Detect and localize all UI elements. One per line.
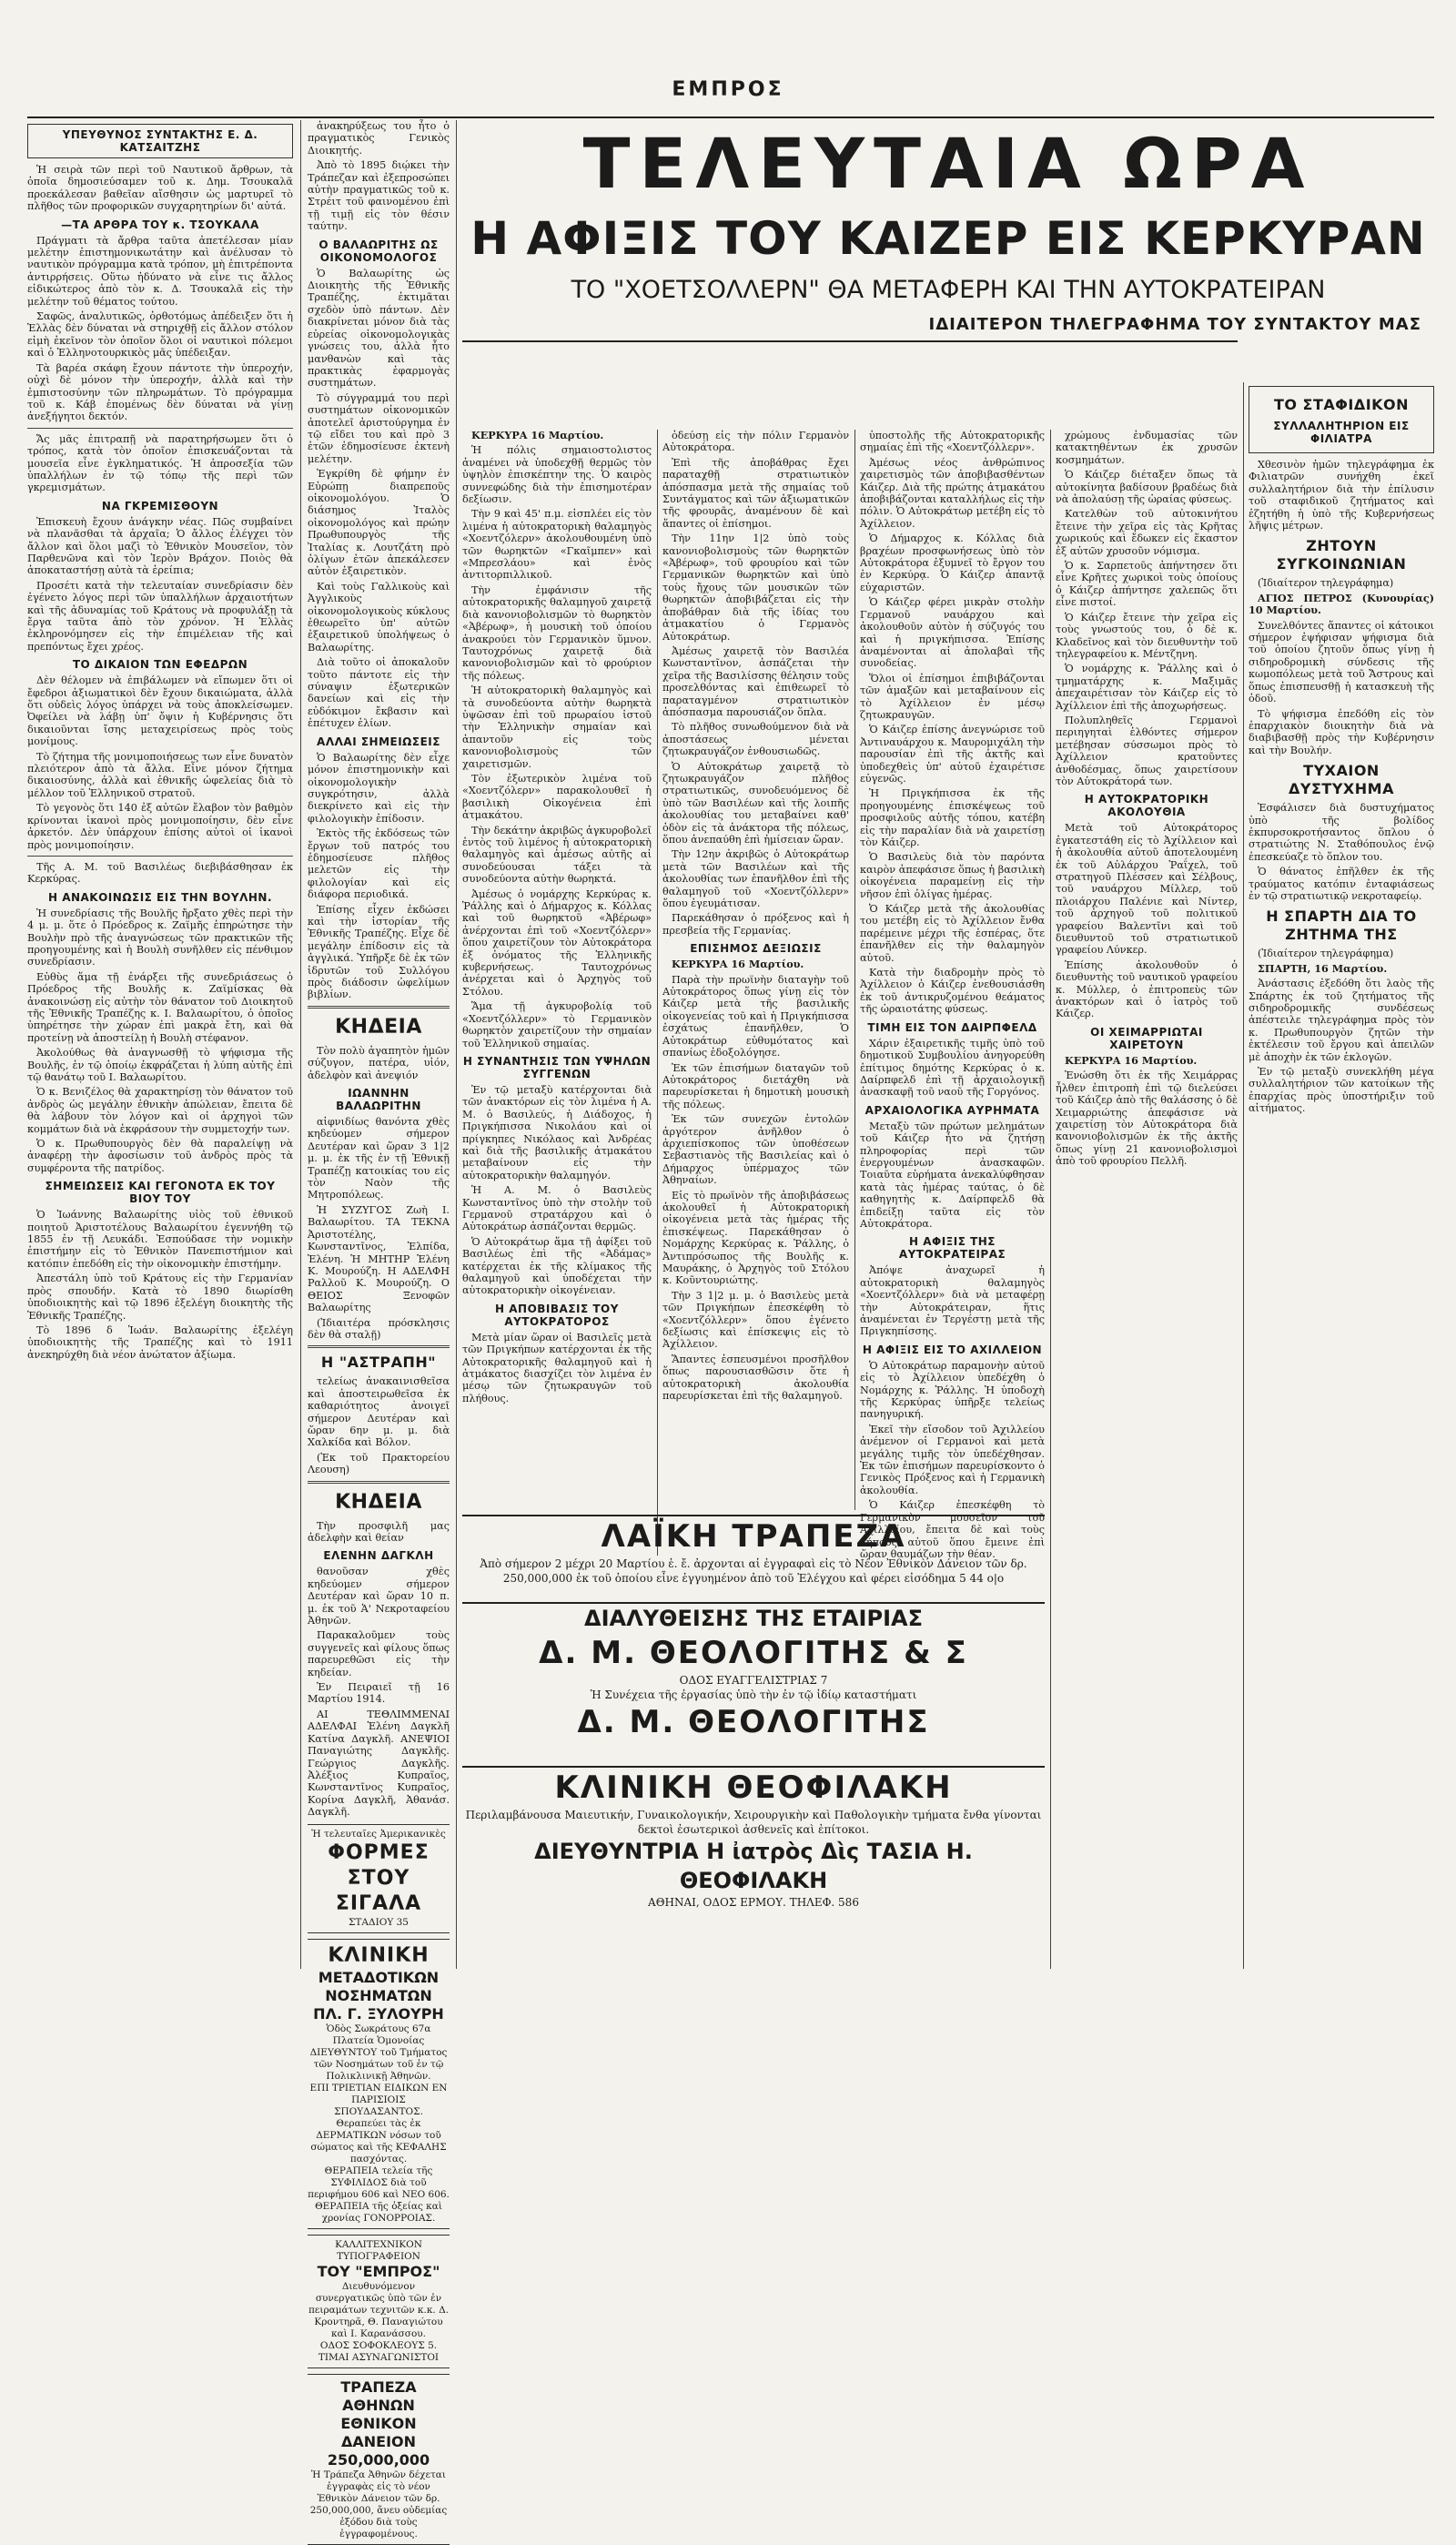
paragraph: Ἀμέσως νέος ἀνθρώπινος χαιρετισμὸς τῶν ἀποβιβασθέντων Κάιζερ. Διὰ τῆς πρώτης ἀτμακάτου ἀποβιβάζονται καταλλήλως εἰς τὴν πόλιν. Ὁ Αὐτοκράτωρ μετέβη εἰς τὸ Ἀχίλλειον. <box>860 456 1045 530</box>
paragraph: Τὸν ἐξωτερικὸν λιμένα τοῦ «Χοεντζόλερν» παρακολουθεῖ ἡ βασιλικὴ Οἰκογένεια ἐπὶ ἀτμακάτου. <box>462 772 652 822</box>
section-heading: ΣΗΜΕΙΩΣΕΙΣ ΚΑΙ ΓΕΓΟΝΟΤΑ ΕΚ ΤΟΥ ΒΙΟΥ ΤΟΥ <box>45 1180 276 1206</box>
paragraph: Παρακαλοῦμεν τοὺς συγγενεῖς καὶ φίλους ὅπως παρευρεθῶσι εἰς τὴν κηδείαν. <box>308 1629 450 1678</box>
paragraph: Ἐπὶ τῆς ἀποβάθρας ἔχει παραταχθῇ στρατιωτικὸν ἀπόσπασμα μετὰ τῆς σημαίας τοῦ Συντάγματος καὶ τῶν ἀξιωματικῶν τῆς φρουρᾶς, ἀναμένουν δὲ καὶ ἅπαντες οἱ ἐπίσημοι. <box>662 456 849 530</box>
paragraph: Ὁ Βαλαωρίτης ὡς Διοικητὴς τῆς Ἐθνικῆς Τραπέζης, ἐκτιμᾶται σχεδὸν ὑπὸ πάντων. Δὲν διακρίνεται μόνον διὰ τὰς εὐρείας οἰκονομολογικὰς γνώσεις του, ἀλλὰ ἦτο μανθανὼν καὶ τὰς πρακτικὰς ἐφαρμογὰς συστημάτων. <box>308 267 450 390</box>
ad-text: Ἡ τελευταῖες Ἀμερικανικὲς <box>311 1828 446 1840</box>
ad-subtitle: ΕΘΝΙΚΟΝ ΔΑΝΕΙΟΝ <box>340 2414 417 2450</box>
paragraph: Εὐθὺς ἅμα τῇ ἐνάρξει τῆς συνεδριάσεως ὁ Πρόεδρος τῆς Βουλῆς κ. Ζαϊμίσκας θὰ ἀνακοινώσῃ εἰς αὐτὴν τὸν θάνατον τοῦ Διοικητοῦ τῆς Ἐθνικῆς Τραπέζης κ. Ι. Βαλαωρίτου, ὁ ὁποῖος ὑπηρέτησε τὴν χώραν ἐπὶ μακρὰ ἔτη, καὶ θὰ προτείνῃ νὰ ἀποστείλῃ ἡ Βουλὴ στέφανον. <box>27 970 293 1044</box>
paragraph: Ἀκολούθως θὰ ἀναγνωσθῇ τὸ ψήφισμα τῆς Βουλῆς, ἐν τῷ ὁποίῳ ἐκφράζεται ἡ λύπη αὐτῆς ἐπὶ τῷ θανάτῳ τοῦ Ι. Βαλαωρίτου. <box>27 1047 293 1083</box>
section-heading: Η ΑΠΟΒΙΒΑΣΙΣ ΤΟΥ ΑΥΤΟΚΡΑΤΟΡΟΣ <box>495 1302 619 1328</box>
ad-subtitle: ΚΑΛΛΙΤΕΧΝΙΚΟΝ ΤΥΠΟΓΡΑΦΕΙΟΝ <box>335 2238 422 2262</box>
ad-title: ΔΙΑΛΥΘΕΙΣΗΣ ΤΗΣ ΕΤΑΙΡΙΑΣ <box>584 1606 923 1631</box>
paragraph: Ἐκεῖ τὴν εἴσοδον τοῦ Ἀχιλλείου ἀνέμενον οἱ Γερμανοὶ καὶ μετὰ μεγάλης τιμῆς τὸν ὑπεδέχθησαν. Ἐκ τῶν ἐπισήμων παρευρίσκοντο ὁ Γενικὸς Πρόξενος καὶ ἡ Γερμανικὴ ἀκολουθία. <box>860 1423 1045 1496</box>
paragraph: Ἡ ΣΥΖΥΓΟΣ Ζωὴ Ι. Βαλαωρίτου. ΤΑ ΤΕΚΝΑ Ἀριστοτέλης, Κωνσταντῖνος, Ἐλπίδα, Ἑλένη. Ἡ ΜΗΤΗΡ Ἑλένη Κ. Μουρούζη. Η ΑΔΕΛΦΗ Ραλλοῦ Κ. Μουρούζη. Ο ΘΕΙΟΣ Ξενοφῶν Βαλαωρίτης <box>308 1203 450 1314</box>
section-heading: Η ΣΥΝΑΝΤΗΣΙΣ ΤΩΝ ΥΨΗΛΩΝ ΣΥΓΓΕΝΩΝ <box>462 1054 652 1080</box>
paragraph: Πράγματι τὰ ἄρθρα ταῦτα ἀπετέλεσαν μίαν μελέτην ἐπιστημονικωτάτην καὶ ἀνέλυσαν τὸ ναυτικὸν πρόγραμμα κατὰ τρόπον, μὴ ἐπιτρέποντα ἀντιρρήσεις. Οὕτω ἠδύνατο νὰ εἶνε τις ἄλλος εἰδικώτερος ἀπὸ τὸν κ. Δ. Τσουκαλᾶ εἰς τὴν μελέτην τοῦ θέματος τούτου. <box>27 234 293 308</box>
dateline: ΚΕΡΚΥΡΑ 16 Μαρτίου. <box>672 958 804 971</box>
paragraph: Τὸ ζήτημα τῆς μονιμοποιήσεως των εἶνε δυνατὸν πλειότερον ἀπὸ τὰ ἄλλα. Εἶνε μόνον ζήτημα δικαιοσύνης, ἀλλὰ καὶ ἐθνικῆς ὠφελείας διὰ τὸ μέλλον τοῦ Ἑλληνικοῦ στρατοῦ. <box>27 750 293 799</box>
paragraph: Ἐκ τῶν ἐπισήμων διαταγῶν τοῦ Αὐτοκράτορος διετάχθη νὰ παρευρίσκεται ἡ δημοτικὴ μουσικὴ τῆς πόλεως. <box>662 1061 849 1110</box>
paragraph: Ἐπίσης ἀκολουθοῦν ὁ διευθυντὴς τοῦ ναυτικοῦ γραφείου κ. Μύλλερ, ὁ ἐπιτροπεὺς τῶν ἀνακτόρων καὶ ὁ ἰατρὸς τοῦ Κάιζερ. <box>1056 958 1238 1020</box>
paragraph: (Ἰδιαιτέρα πρόσκλησις δὲν θὰ σταλῇ) <box>308 1316 450 1341</box>
section-heading: Η ΑΝΑΚΟΙΝΩΣΙΣ ΕΙΣ ΤΗΝ ΒΟΥΛΗΝ. <box>47 890 273 904</box>
paragraph: Τὸ πλῆθος συνωθούμενον διὰ νὰ ἀποστάσεως μένεται ζητωκραυγάζον ἐνθουσιωδῶς. <box>662 721 849 758</box>
paragraph: Ἀνάστασις ἐξεδόθη ὅτι λαὸς τῆς Σπάρτης ἐκ τοῦ ζητήματος τῆς σιδηροδρομικῆς συνδέσεως ἀπέστειλε τηλεγράφημα πρὸς τὸν κ. Πρωθυπουργὸν ζητῶν τὴν ἐκτέλεσιν τοῦ ἔργου καὶ ἀπειλῶν μὲ ἀποχὴν ἐκ τῶν ἐκλογῶν. <box>1249 978 1434 1063</box>
deceased-name: ΙΩΑΝΝΗΝ ΒΑΛΑΩΡΙΤΗΝ <box>336 1087 421 1113</box>
paragraph: Τὴν προσφιλῆ μας ἀδελφὴν καὶ θείαν <box>308 1519 450 1544</box>
paragraph: Ὁ Αὐτοκράτωρ χαιρετᾷ τὸ ζητωκραυγάζον πλῆθος στρατιωτικῶς, συνοδευόμενος δὲ ὑπὸ τῶν Βασιλέων καὶ τῆς λοιπῆς ἀκολουθίας του μεταβαίνει καθ' ὁδὸν εἰς τὰ ἀνάκτορα τῆς πόλεως, ὅπου ἀνεπαύθη ἐπὶ ἡμίσειαν ὥραν. <box>662 760 849 846</box>
headline-title: ΤΕΛΕΥΤΑΙΑ ΩΡΑ <box>582 123 1314 204</box>
paragraph: Δὲν θέλομεν νὰ ἐπιβάλωμεν νὰ εἴπωμεν ὅτι οἱ ἔφεδροι ἀξιωματικοὶ δὲν ἔχουν δικαιώματα, ἀλλὰ ὅτι οὐδεὶς λόγος ὑπάρχει νὰ τοὺς ἀποκλείσωμεν. Ὀφείλει νὰ λάβῃ ὑπ' ὄψιν ἡ Κυβέρνησις ὅτι δικαιοῦνται ἴσης μεταχειρίσεως πρὸς τοὺς μονίμους. <box>27 674 293 748</box>
paragraph: Τὸ ψήφισμα ἐπεδόθη εἰς τὸν ἐπαρχιακὸν διοικητὴν διὰ νὰ διαβιβασθῇ πρὸς τὴν Κυβέρνησιν καὶ τὴν Βουλήν. <box>1249 707 1434 756</box>
deceased-name: ΕΛΕΝΗΝ ΔΑΓΚΛΗ <box>323 1549 434 1563</box>
dateline: ΣΠΑΡΤΗ, 16 Μαρτίου. <box>1258 961 1388 975</box>
paragraph: ὑποστολῆς τῆς Αὐτοκρατορικῆς σημαίας ἐπὶ τῆς «Χοεντζόλλερν». <box>860 430 1045 454</box>
ad-text: ΘΕΡΑΠΕΙΑ τελεία τῆς ΣΥΦΙΛΙΔΟΣ διὰ τοῦ περιφήμου 606 καὶ ΝΕΟ 606. ΘΕΡΑΠΕΙΑ τῆς ὀξείας καὶ χρονίας ΓΟΝΟΡΡΟΙΑΣ. <box>308 2165 450 2224</box>
ad-title: Δ. Μ. ΘΕΟΛΟΓΙΤΗΣ <box>577 1704 930 1740</box>
column-rule <box>1243 382 1244 1969</box>
paragraph: Ὁ Κάιζερ φέρει μικρὰν στολὴν Γερμανοῦ ναυάρχου καὶ ἀκολουθοῦν αὐτὸν ἡ σύζυγός του καὶ ἡ πριγκήπισσα. Ἐπίσης ἀναμένονται αἱ ἀπολαβαὶ τῆς συνοδείας. <box>860 596 1045 670</box>
ad-text: Ἡ Τράπεζα Ἀθηνῶν δέχεται ἐγγραφὰς εἰς τὸ νέον Ἐθνικὸν Δάνειον τῶν δρ. 250,000,000, ἄνευ οὐδεμίας ἐξόδου διὰ τοὺς ἐγγραφομένους. <box>309 2469 448 2540</box>
paragraph: Μετὰ μίαν ὥραν οἱ Βασιλεῖς μετὰ τῶν Πριγκήπων κατέρχονται ἐκ τῆς Αὐτοκρατορικῆς θαλαμηγοῦ καὶ ἡ ἀτμάκατος διασχίζει τὸν λιμένα ἐν μέσῳ τῶν ζητωκραυγῶν τοῦ πλήθους. <box>462 1331 652 1404</box>
paragraph: Τὸ σύγγραμμά του περὶ συστημάτων οἰκονομικῶν ἀποτελεῖ ἀριστούργημα ἐν τῷ εἴδει του καὶ πρὸ 3 ἐτῶν ἐδημοσίευσε ἐκτενὴ μελέτην. <box>308 391 450 465</box>
paragraph: Χθεσινὸν ἡμῶν τηλεγράφημα ἐκ Φιλιατρῶν συνήχθη ἐκεῖ συλλαλητήριον διὰ τὴν ἐπίλυσιν τοῦ σταφιδικοῦ ζητήματος καὶ ἐζητήθη ἡ ὑπὸ τῆς Κυβερνήσεως λῆψις μέτρων. <box>1249 459 1434 532</box>
paragraph: Ὁ κ. Πρωθυπουργὸς δὲν θὰ παραλείψῃ νὰ ἀναφέρῃ τὴν ἀφοσίωσιν τοῦ ἀνδρὸς πρὸς τὰ συμφέροντα τῆς πατρίδος. <box>27 1138 293 1174</box>
paragraph: Διὰ τοῦτο οἱ ἀποκαλοῦν τοῦτο πάντοτε εἰς τὴν σύναψιν ἐξωτερικῶν δανείων καὶ εἰς τὴν εὐδόκιμον ἔκβασιν καὶ ἐπέτυχεν ἐλίων. <box>308 656 450 730</box>
dateline: ΑΓΙΟΣ ΠΕΤΡΟΣ (Κυνουρίας) 10 Μαρτίου. <box>1249 591 1434 617</box>
ad-text: ΟΔΟΣ ΕΥΑΓΓΕΛΙΣΤΡΙΑΣ 7 <box>679 1674 828 1687</box>
section-heading: ΤΟ ΣΤΑΦΙΔΙΚΟΝ <box>1273 396 1410 413</box>
paragraph: (Ἐκ τοῦ Πρακτορείου Λεουση) <box>308 1451 450 1476</box>
paragraph: Ὁ θάνατος ἐπῆλθεν ἐκ τῆς τραύματος κατόπιν ἐνταφιάσεως ἐν τῷ στρατιωτικῷ νεκροταφείῳ. <box>1249 866 1434 902</box>
paragraph: Ἐπίσης εἶχεν ἐκδώσει καὶ τὴν ἱστορίαν τῆς Ἐθνικῆς Τραπέζης. Εἶχε δὲ μεγάλην ἐπίδοσιν εἰς τὰ ἀγγλικά. Ὑπῆρξε δὲ ἐκ τῶν ἱδρυτῶν τοῦ Συλλόγου πρὸς διάδοσιν ὠφελίμων βιβλίων. <box>308 903 450 1001</box>
ad-text: Περιλαμβάνουσα Μαιευτικήν, Γυναικολογικήν, Χειρουργικὴν καὶ Παθολογικὴν τμήματα ἔνθα γίνονται δεκτοὶ ἐσωτερικοὶ ἀσθενεῖς καὶ ἐπίτοκοι. <box>465 1809 1042 1836</box>
paragraph: Ἡ πόλις σημαιοστολιστος ἀναμένει νὰ ὑποδεχθῇ θερμῶς τὸν ὑψηλὸν ἐπισκέπτην της. Ὁ καιρὸς συννεφώδης διὰ τὴν ἐπισημοτέραν δεξίωσιν. <box>462 444 652 506</box>
ad-title: ΤΡΑΠΕΖΑ ΑΘΗΝΩΝ <box>340 2378 417 2414</box>
column-rule <box>1050 430 1051 1969</box>
paragraph: Κατελθὼν τοῦ αὐτοκινήτου ἔτεινε τὴν χεῖρα εἰς τὰς Κρῆτας χωρικούς καὶ ἔδωκεν εἰς ἕκαστον ἐξ αὐτῶν χρυσοῦν νόμισμα. <box>1056 508 1238 557</box>
ad-text: ΤΙΜΑΙ ΑΣΥΝΑΓΩΝΙΣΤΟΙ <box>318 2351 440 2363</box>
divider <box>27 856 293 857</box>
paragraph: Ἐν τῷ μεταξὺ κατέρχονται διὰ τῶν ἀνακτόρων εἰς τὸν λιμένα ἡ Α. Μ. ὁ Βασιλεύς, ἡ Διάδοχος, ἡ Πριγκήπισσα Νικολάου καὶ οἱ πρίγκηπες Νικόλαος καὶ Ἀνδρέας καὶ διὰ τῆς βασιλικῆς ἀτμακάτου μεταβαίνουν εἰς τὴν αὐτοκρατορικὴν θαλαμηγόν. <box>462 1083 652 1181</box>
paragraph: Ὁ Κάιζερ διέταξεν ὅπως τὰ αὐτοκίνητα βαδίσουν βραδέως διὰ νὰ ἀπολαύσῃ τῆς ὡραίας φύσεως. <box>1056 469 1238 506</box>
ship-ad-heading: Η "ΑΣΤΡΑΠΗ" <box>320 1354 437 1372</box>
paragraph: ὀδεύσῃ εἰς τὴν πόλιν Γερμανὸν Αὐτοκράτορα. <box>662 430 849 454</box>
paragraph: Ἐν τῷ μεταξὺ συνεκλήθη μέγα συλλαλητήριον τῶν κατοίκων τῆς ἐπαρχίας πρὸς ὑποστήριξιν τοῦ αἰτήματος. <box>1249 1066 1434 1115</box>
ad-title: ΦΟΡΜΕΣ <box>328 1840 430 1864</box>
divider <box>308 1006 450 1009</box>
paragraph: Τὴν 12ην ἀκριβῶς ὁ Αὐτοκράτωρ μετὰ τῶν Βασιλέων καὶ τῆς ἀκολουθίας των ἐπανῆλθον ἐπὶ τῆς θαλαμηγοῦ τοῦ «Χοεντζόλλερν» ὅπου ἐγευμάτισαν. <box>662 848 849 910</box>
paragraph: ἀνακηρύξεως του ἦτο ὁ πραγματικὸς Γενικὸς Διοικητής. <box>308 120 450 157</box>
paragraph: Ἐνώσθη ὅτι ἐκ τῆς Χειμάρρας ἦλθεν ἐπιτροπὴ ἐπὶ τῷ διελεύσει τοῦ Κάιζερ ἀπὸ τῆς θαλάσσης ὁ δὲ Χειμαρριώτης ἀπεφάσισε νὰ χαιρετίσῃ τὸν Αὐτοκράτορα διὰ κανονιοβολισμῶν ἐκ τῆς ἀκτῆς ὅπως γίνῃ 21 κανονιοβολισμοὶ ἀπὸ τοῦ φρουρίου Πελλῆ. <box>1056 1070 1238 1168</box>
ad-text: ΣΤΑΔΙΟΥ 35 <box>349 1916 409 1928</box>
section-heading: Η ΑΥΤΟΚΡΑΤΟΡΙΚΗ ΑΚΟΛΟΥΘΙΑ <box>1084 793 1209 819</box>
section-heading: ΑΡΧΑΙΟΛΟΓΙΚΑ ΑΥΡΗΜΑΤΑ <box>864 1103 1040 1117</box>
paragraph: Ὁ νομάρχης κ. Ῥάλλης καὶ ὁ τμηματάρχης κ. Μαξιμᾶς ἀπεχαιρέτισαν τὸν Κάιζερ εἰς τὸ Ἀχίλλειον ἐπὶ τῆς ἀποχωρήσεως. <box>1056 663 1238 712</box>
paragraph: Ἡ σειρὰ τῶν περὶ τοῦ Ναυτικοῦ ἄρθρων, τὰ ὁποῖα δημοσιεύσαμεν τοῦ κ. Δημ. Τσουκαλᾶ προεκάλεσαν βαθεῖαν αἴσθησιν ὡς μαρτυρεῖ τὸ πλῆθος τῶν προφορικῶν συγχαρητηρίων δι' αὐτά. <box>27 164 293 213</box>
funeral-heading: ΚΗΔΕΙΑ <box>335 1015 422 1039</box>
paragraph: Προσέτι κατὰ τὴν τελευταίαν συνεδρίασιν δὲν ἐγένετο λόγος περὶ τῶν ὑπαλλήλων ἀρχαιοτήτων καὶ τῆς ἀδυναμίας τοῦ Κράτους νὰ προφυλάξῃ τὰ ἔργα ταῦτα ἀπὸ τὸν χρόνον. Ἡ Ἑλλὰς ἐκληρονόμησεν εἰς τὴν ἐπιμέλειαν τῆς καὶ πρεπόντως ἔχει χρέος. <box>27 579 293 653</box>
ad-text: ΔΙΕΥΘΥΝΤΟΥ τοῦ Τμήματος τῶν Νοσημάτων τοῦ ἐν τῷ Πολικλινικῇ Ἀθηνῶν. <box>309 2046 448 2082</box>
paragraph: Ὁ Βαλαωρίτης δὲν εἶχε μόνον ἐπιστημονικὴν καὶ οἰκονομολογικὴν συγκρότησιν, ἀλλὰ διεκρίνετο καὶ εἰς τὴν φιλολογικὴν ἐπίδοσιν. <box>308 751 450 825</box>
headline-banner <box>462 120 1434 342</box>
column-5 <box>860 430 1045 1969</box>
column-6 <box>1056 430 1238 1969</box>
paragraph: Ἡ Πριγκήπισσα ἐκ τῆς προηγουμένης ἐπισκέψεως τοῦ προσφιλοῦς αὐτῆς τόπου, κατέβη εἰς τὴν παραλίαν διὰ νὰ χαιρετίσῃ τὸν Κάιζερ. <box>860 787 1045 848</box>
paragraph: Τὴν δεκάτην ἀκριβῶς ἀγκυροβολεῖ ἐντὸς τοῦ λιμένος ἡ αὐτοκρατορικὴ θαλαμηγὸς καὶ ἀμέσως αὐτῆς αἱ συνοδεύουσαι τάξει τὰ συνοδεύοντα αὐτὴν θωρηκτά. <box>462 824 652 886</box>
paragraph: Ὁ Βασιλεὺς διὰ τὸν παρόντα καιρὸν ἀπεφάσισε ὅπως ἡ βασιλικὴ οἰκογένεια παραμείνῃ εἰς τὴν νῆσον ἐπὶ ὀλίγας ἡμέρας. <box>860 851 1045 900</box>
paragraph: Τὴν ἐμφάνισιν τῆς αὐτοκρατορικῆς θαλαμηγοῦ χαιρετᾷ διὰ κανονιοβολισμῶν τὸ θωρηκτὸν «Ἀβέρωφ», ἡ μουσικὴ τοῦ ὁποίου ἀνακρούει τὸν Γερμανικὸν ὕμνον. Ταυτοχρόνως χαιρετᾷ διὰ κανονιοβολισμῶν καὶ τὸ φρούριον τῆς πόλεως. <box>462 583 652 682</box>
funeral-heading: ΚΗΔΕΙΑ <box>335 1490 422 1514</box>
paragraph: Τὴν 11ην 1|2 ὑπὸ τοὺς κανονιοβολισμοὺς τῶν θωρηκτῶν «Ἀβέρωφ», τοῦ φρουρίου καὶ τῶν Γερμανικῶν θωρηκτῶν καὶ ὑπὸ τοὺς ἤχους τῶν μουσικῶν τῶν θωρηκτῶν ἀποβιβάζεται εἰς τὴν ἀποβάθραν διὰ τῆς ἰδίας του ἀτμακατίου ὁ Γερμανὸς Αὐτοκράτωρ. <box>662 532 849 643</box>
paragraph: Ἄς μᾶς ἐπιτραπῇ νὰ παρατηρήσωμεν ὅτι ὁ τρόπος, κατὰ τὸν ὁποῖον ἐπισκευάζονται τὰ μουσεῖα εἶνε ἐγκληματικός. Ἡ ἀπροσεξία τῶν ὑπαλλήλων ἐν τῷ τόπῳ τῆς περὶ τῶν γκρεμισμάτων. <box>27 432 293 494</box>
section-subheading: ΣΥΛΛΑΛΗΤΗΡΙΟΝ ΕΙΣ ΦΙΛΙΑΤΡΑ <box>1273 420 1410 445</box>
paragraph: Μεταξὺ τῶν πρώτων μελημάτων τοῦ Κάιζερ ἦτο νὰ ζητήσῃ πληροφορίας περὶ τῶν ἐνεργουμένων ἀνασκαφῶν. Τοιαῦτα εὑρήματα ἀνεκαλύφθησαν κατὰ τὰς ἡμέρας ταύτας, ὁ δὲ καθηγητὴς κ. Δαίρπφελδ θὰ ἐπιδείξῃ ταῦτα εἰς τὸν Αὐτοκράτορα. <box>860 1120 1045 1230</box>
paragraph: Ὁ Αὐτοκράτωρ παραμονὴν αὐτοῦ εἰς τὸ Ἀχίλλειον ὑπεδέχθη ὁ Νομάρχης κ. Ῥάλλης. Ἡ ὑποδοχὴ τῆς Κερκύρας ὑπῆρξε τελείως πανηγυρική. <box>860 1359 1045 1421</box>
paragraph: Συνελθόντες ἅπαντες οἱ κάτοικοι σήμερον ἐψήφισαν ψήφισμα διὰ τοῦ ὁποίου ζητοῦν ὅπως γίνῃ ἡ σιδηροδρομικὴ σύνδεσις τῆς κωμοπόλεως μετὰ τοῦ Ἄστρους καὶ ὅπως ἐπισπευσθῇ ἡ κατασκευὴ τῆς ὁδοῦ. <box>1249 619 1434 705</box>
paragraph: Ὁ Κάιζερ ἔτεινε τὴν χεῖρα εἰς τοὺς γνωστούς του, ὁ δὲ κ. Κλαδεῖνος καὶ τὸν διευθυντὴν τοῦ τηλεγραφείου κ. Μέντζηνη. <box>1056 611 1238 660</box>
paragraph: Καὶ τοὺς Γαλλικοὺς καὶ Ἀγγλικοὺς οἰκονομολογικοὺς κύκλους ἐθεωρεῖτο ὑπ' αὐτῶν ἐξαιρετικοῦ ὑπολήψεως ὁ Βαλαωρίτης. <box>308 580 450 654</box>
ad-text: ΑΘΗΝΑΙ, ΟΔΟΣ ΕΡΜΟΥ. ΤΗΛΕΦ. 586 <box>648 1896 859 1909</box>
ad-title: ΤΟΥ "ΕΜΠΡΟΣ" <box>317 2262 440 2280</box>
paragraph: Χάριν ἐξαιρετικῆς τιμῆς ὑπὸ τοῦ δημοτικοῦ Συμβουλίου ἀνηγορεύθη ἐπίτιμος δημότης Κερκύρας ὁ κ. Δαίρπφελδ ἐπὶ τῇ ἀρχαιολογικῇ ἀνασκαφῇ τοῦ ναοῦ τῆς Γοργόνος. <box>860 1037 1045 1099</box>
ad-subtitle: ΔΙΕΥΘΥΝΤΡΙΑ Η ἰατρὸς Δὶς ΤΑΣΙΑ Η. ΘΕΟΦΙΛΑΚΗ <box>534 1839 973 1893</box>
paragraph: Ὅλοι οἱ ἐπίσημοι ἐπιβιβάζονται τῶν ἁμαξῶν καὶ μεταβαίνουν εἰς τὸ Ἀχίλλειον ἐν μέσῳ ζητωκραυγῶν. <box>860 672 1045 721</box>
section-heading: ΑΛΛΑΙ ΣΗΜΕΙΩΣΕΙΣ <box>317 735 440 748</box>
column-4 <box>662 430 849 1510</box>
paragraph: Ἡ αὐτοκρατορικὴ θαλαμηγὸς καὶ τὰ συνοδεύοντα αὐτὴν θωρηκτὰ ὑψῶσαν ἐπὶ τοῦ πρωραίου ἱστοῦ τὴν Ἑλληνικὴν σημαίαν καὶ ἀπαντοῦν εἰς τοὺς κανονιοβολισμοὺς τῶν χαιρετισμῶν. <box>462 684 652 770</box>
boxed-heading <box>1249 386 1434 453</box>
paragraph: Εἰς τὸ πρωϊνὸν τῆς ἀποβιβάσεως ἀκολουθεῖ ἡ Αὐτοκρατορικὴ οἰκογένεια μετὰ τὰς ἡμέρας τῆς ἐπισκέψεως. Παρεκάθησαν ὁ Νομάρχης Κερκύρας κ. Ῥάλλης, ὁ Ἀντιπρόσωπος τῆς Βουλῆς κ. Μαυράκης, ὁ Ἀρχηγὸς τοῦ Στόλου κ. Κοῦντουριώτης. <box>662 1189 849 1287</box>
ad-subtitle: ΠΛ. Γ. ΞΥΛΟΥΡΗ <box>313 2004 444 2023</box>
section-heading: ΝΑ ΓΚΡΕΜΙΣΘΟΥΝ <box>101 499 219 512</box>
paragraph: (Ἰδιαίτερον τηλεγράφημα) <box>1258 948 1394 960</box>
paragraph: Ὁ Κάιζερ ἐπεσκέφθη τὸ Γερμανικὸν μουσεῖον τοῦ Ἀχιλλείου, ἔπειτα δὲ καὶ τοὺς κήπους αὐτοῦ ὅπου ἔμεινε ἐπὶ ὥραν θαυμάζων τὴν θέαν. <box>860 1499 1045 1560</box>
paragraph: Σαφῶς, ἀναλυτικῶς, ὀρθοτόμως ἀπέδειξεν ὅτι ἡ Ἑλλὰς δὲν δύναται νὰ στηριχθῇ εἰς ἄλλον στόλον εἰμὴ ἐκεῖνον τὸν ὁποῖον ὅλοι οἱ ναυτικοὶ πόλεμοι καὶ ὁ Ἑλληνοτουρκικὸς μᾶς ὑπέδειξαν. <box>27 310 293 360</box>
ad-subtitle: ΜΕΤΑΔΟΤΙΚΩΝ ΝΟΣΗΜΑΤΩΝ <box>318 1968 440 2004</box>
headline-deck: ΤΟ "ΧΟΕΤΣΟΛΛΕΡΝ" ΘΑ ΜΕΤΑΦΕΡΗ ΚΑΙ ΤΗΝ ΑΥΤΟΚΡΑΤΕΙΡΑΝ <box>571 276 1326 304</box>
ad-title: Δ. Μ. ΘΕΟΛΟΓΙΤΗΣ & Σ <box>539 1635 968 1671</box>
column-7 <box>1249 382 1434 1969</box>
column-rule <box>854 430 855 1510</box>
section-heading: —ΤΑ ΑΡΘΡΑ ΤΟΥ κ. ΤΣΟΥΚΑΛΑ <box>61 218 259 231</box>
paragraph: Ἀπὸ τὸ 1895 διῴκει τὴν Τράπεζαν καὶ ἐξεπροσώπει αὐτὴν πραγματικῶς τοῦ κ. Στρέιτ τοῦ φαινομένου ἐπὶ τῇ τιμῇ εἰς τὸν θέσιν ταύτην. <box>308 159 450 233</box>
paragraph: Ἅπαντες ἐσπευσμένοι προσῆλθον ὅπως παρουσιασθῶσιν ὅτε ἡ αὐτοκρατορικὴ ἀκολουθία παρευρίσκεται ἐπὶ τῆς θαλαμηγοῦ. <box>662 1353 849 1403</box>
paragraph: Ὁ Δήμαρχος κ. Κόλλας διὰ βραχέων προσφωνήσεως ὑπὸ τὸν Αὐτοκράτορα ἐξυμνεῖ τὸ ἔργον του ἐν Κερκύρᾳ. Ὁ Κάιζερ ἀπαντᾷ εὐχαριστῶν. <box>860 532 1045 593</box>
masthead-rule <box>27 117 1434 118</box>
section-heading: ΖΗΤΟΥΝ ΣΥΓΚΟΙΝΩΝΙΑΝ <box>1276 537 1407 573</box>
paragraph: Ἀπεστάλη ὑπὸ τοῦ Κράτους εἰς τὴν Γερμανίαν πρὸς σπουδήν. Κατὰ τὸ 1890 διωρίσθη ὑποδιοικητὴς καὶ τῷ 1896 ἐξελέγη διοικητὴς τῆς Ἐθνικῆς Τραπέζης. <box>27 1272 293 1322</box>
advertisement-bank <box>308 2374 450 2545</box>
headline-kicker: ΙΔΙΑΙΤΕΡΟΝ ΤΗΛΕΓΡΑΦΗΜΑ ΤΟΥ ΣΥΝΤΑΚΤΟΥ ΜΑΣ <box>928 315 1421 334</box>
masthead: ΕΜΠΡΟΣ <box>672 78 784 101</box>
ad-text: Διευθυνόμενον συνεργατικῶς ὑπὸ τῶν ἐν πειραμάτων τεχνιτῶν κ.κ. Δ. Κροντηρᾶ, Θ. Παναγιώτου καὶ Ι. Καρανάσσου. <box>308 2280 449 2339</box>
section-heading: Ο ΒΑΛΑΩΡΙΤΗΣ ΩΣ ΟΙΚΟΝΟΜΟΛΟΓΟΣ <box>318 238 439 264</box>
paragraph: θανοῦσαν χθὲς κηδεύομεν σήμερον Δευτέραν καὶ ὥραν 10 π. μ. ἐκ τοῦ Ἁ' Νεκροταφείου Ἀθηνῶν. <box>308 1566 450 1627</box>
banner-rule <box>462 340 1238 342</box>
paragraph: Ὁ Κάιζερ ἐπίσης ἀνεγνώρισε τοῦ Ἀντιναυάρχου κ. Μαυρομιχάλη τὴν παρουσίαν ἐπὶ τῆς ἀκτῆς καὶ ὑποδεχθεὶς ὑπ' αὐτοῦ ἐχαιρέτισε εὐγενῶς. <box>860 724 1045 785</box>
column-rule <box>456 120 457 1969</box>
paragraph: (Ἰδιαίτερον τηλεγράφημα) <box>1258 577 1394 590</box>
ad-text: Θεραπεύει τὰς ἐκ ΔΕΡΜΑΤΙΚΩΝ νόσων τοῦ σώματος καὶ τῆς ΚΕΦΑΛΗΣ πασχόντας. <box>310 2117 447 2165</box>
section-heading: ΟΙ ΧΕΙΜΑΡΡΙΩΤΑΙ ΧΑΙΡΕΤΟΥΝ <box>1090 1025 1203 1051</box>
paragraph: Ἀπόψε ἀναχωρεῖ ἡ αὐτοκρατορικὴ θαλαμηγὸς «Χοεντζόλλερν» διὰ νὰ μεταφέρῃ τὴν Αὐτοκράτειραν, ἥτις ἀναμένεται ἐν Τεργέστῃ μετὰ τῆς Πριγκηπίσσης. <box>860 1264 1045 1338</box>
column-2 <box>308 120 450 2540</box>
column-rule <box>657 430 658 1556</box>
ad-title: ΚΛΙΝΙΚΗ ΘΕΟΦΙΛΑΚΗ <box>554 1769 953 1806</box>
ad-title: ΣΤΟΥ ΣΙΓΑΛΑ <box>335 1866 422 1915</box>
advertisement-formes <box>308 1824 450 1933</box>
paragraph: Ὁ κ. Βενιζέλος θὰ χαρακτηρίσῃ τὸν θάνατον τοῦ ἀνδρὸς ὡς μεγάλην ἐθνικὴν ἀπώλειαν, ἔπειτα δὲ θὰ λάβουν τὸν λόγον καὶ οἱ ἀρχηγοὶ τῶν κομμάτων διὰ νὰ ἐκφράσουν τὴν συμμετοχήν των. <box>27 1086 293 1135</box>
paragraph: Τὸν πολὺ ἀγαπητὸν ἡμῶν σύζυγον, πατέρα, υἱόν, ἀδελφὸν καὶ ἀνεψιόν <box>308 1044 450 1081</box>
ad-text: Ἀπὸ σήμερον 2 μέχρι 20 Μαρτίου ἑ. ἔ. ἀρχονται αἱ ἐγγραφαὶ εἰς τὸ Νέον Ἐθνικὸν Δάνειον τῶν δρ. 250,000,000 ἐκ τοῦ ὁποίου εἶνε ἐγγυημένον ἀπὸ τοῦ Ἐλέγχου καὶ φέρει εἰσόδημα 5 44 ο|ο <box>480 1557 1027 1585</box>
column-3 <box>462 430 652 1556</box>
ad-text: ΕΠΙ ΤΡΙΕΤΙΑΝ ΕΙΔΙΚΩΝ ΕΝ ΠΑΡΙΣΙΟΙΣ ΣΠΟΥΔΑΣΑΝΤΟΣ. <box>309 2082 448 2117</box>
advertisement-printshop <box>308 2235 450 2368</box>
paragraph: Ἐκτὸς τῆς ἐκδόσεως τῶν ἔργων τοῦ πατρός του ἐδημοσίευσε πλῆθος μελετῶν εἰς τὴν φιλολογίαν καὶ εἰς διάφορα περιοδικά. <box>308 827 450 901</box>
paragraph: Ὁ κ. Σαρπετοῦς ἀπήντησεν ὅτι εἶνε Κρῆτες χωρικοὶ τοὺς ὁποίους ὁ Κάιζερ ἀπήντησε χαλεπῶς ὅτι εἶνε πιστοί. <box>1056 560 1238 609</box>
section-heading: Η ΣΠΑΡΤΗ ΔΙΑ ΤΟ ΖΗΤΗΜΑ ΤΗΣ <box>1266 907 1417 944</box>
dateline: ΚΕΡΚΥΡΑ 16 Μαρτίου. <box>471 429 604 441</box>
paragraph: Ὁ Κάιζερ μετὰ τῆς ἀκολουθίας του μετέβη εἰς τὸ Ἀχίλλειον ἔνθα παρέμεινε μέχρι τῆς ἑσπέρας, ὅτε ἐπανῆλθεν εἰς τὴν θαλαμηγὸν αὐτοῦ. <box>860 903 1045 964</box>
ad-amount: 250,000,000 <box>327 2450 430 2469</box>
paragraph: ΑΙ ΤΕΘΛΙΜΜΕΝΑΙ ΑΔΕΛΦΑΙ Ἑλένη Δαγκλῆ Κατίνα Δαγκλῆ. ΑΝΕΨΙΟΙ Παναγιώτης Δαγκλῆς. Γεώργιος Δαγκλῆς. Ἀλέξιος Κυπραῖος, Κωνσταντῖνος Κυπραῖος, Κορίνα Δαγκλῆ, Ἀθανάσ. Δαγκλῆ. <box>308 1708 450 1819</box>
paragraph: Ἐπισκευὴ ἔχουν ἀνάγκην νέας. Πῶς συμβαίνει νὰ πλανᾶσθαι τὰ ἀρχαῖα; Ὁ ἄλλος ἐλέγχει τὸν ἄλλον καὶ ὅλοι μαζὶ τὸ Ἐθνικὸν Μουσεῖον, τὸν Παρθενῶνα καὶ τὸν Ἱερὸν Βράχον. Ποιὸς θὰ ἀποκαταστήσῃ αὐτὰ τὰ ἐρείπια; <box>27 515 293 577</box>
paragraph: Τὸ 1896 δ Ἰωάν. Βαλαωρίτης ἐξελέγη ὑποδιοικητὴς τῆς Τραπέζης καὶ τὸ 1911 ἀνεκηρύχθη διὰ νέον ἀνώτατον ἀξίωμα. <box>27 1323 293 1361</box>
paragraph: Μετὰ τοῦ Αὐτοκράτορος ἐγκατεστάθη εἰς τὸ Ἀχίλλειον καὶ ἡ ἀκολουθία αὐτοῦ ἀποτελουμένη ἐκ τοῦ Αὐλάρχου Ῥαΐχελ, τοῦ στρατηγοῦ Πλέσσεν καὶ Σέλβους, τοῦ ναυάρχου Μίλλερ, τοῦ πλοιάρχου Παλένιε καὶ Νίντερ, τοῦ ἀρχηγοῦ τοῦ πολιτικοῦ γραφείου Βαλεντῖνι καὶ τοῦ διευθυντοῦ τοῦ στρατιωτικοῦ γραφείου Λύνκερ. <box>1056 822 1238 957</box>
dateline: ΚΕΡΚΥΡΑ 16 Μαρτίου. <box>1065 1053 1198 1067</box>
paragraph: Τὰ βαρέα σκάφη ἔχουν πάντοτε τὴν ὑπεροχήν, οὐχὶ δὲ μόνον τὴν ὑπεροχήν, ἀλλὰ καὶ τὴν ἐμπιστοσύνην τῶν πληρωμάτων. Τὸ πρόγραμμα τοῦ κ. Κάβ ἐπομένως δὲν δύναται νὰ γίνῃ ἀνεξήγητοι δεκτόν. <box>27 361 293 423</box>
paragraph: χρώμους ἐνδυμασίας τῶν κατακτηθέντων ἐκ χρυσῶν κοσμημάτων. <box>1056 430 1238 466</box>
paragraph: Ἡ συνεδρίασις τῆς Βουλῆς ἤρξατο χθὲς περὶ τὴν 4 μ. μ. ὅτε ὁ Πρόεδρος κ. Ζαϊμῆς ἐπηρώτησε τὴν Βουλὴν πρὸ τῆς ἀναγνώσεως τῶν πρακτικῶν τῆς προηγουμένης καὶ ἡ Βουλὴ συνῆλθεν εἰς πένθιμον συνεδρίασιν. <box>27 907 293 968</box>
paragraph: Ἀμέσως ὁ νομάρχης Κερκύρας κ. Ῥάλλης καὶ ὁ Δήμαρχος κ. Κόλλας καὶ τοῦ θωρηκτοῦ «Ἀβέρωφ» ἀνέρχονται ἐπὶ τοῦ «Χοεντζόλερν» ὅπου χαιρετίζουν τὸν Αὐτοκράτορα ἐξ ὀνόματος τῆς Ἑλληνικῆς κυβερνήσεως. Ταυτοχρόνως ἀνέρχεται καὶ ὁ Ἀρχηγὸς τοῦ Στόλου. <box>462 887 652 998</box>
paragraph: Παρεκάθησαν ὁ πρόξενος καὶ ἡ πρεσβεία τῆς Γερμανίας. <box>662 912 849 937</box>
paragraph: Ἀμέσως χαιρετᾷ τὸν Βασιλέα Κωνσταντῖνον, ἀσπάζεται τὴν χεῖρα τῆς Βασιλίσσης θέλησιν τοῦς προσελθόντας καὶ ἐπιθεωρεῖ τὸ παραταγμένον στρατιωτικὸν ἀπόσπασμα παρουσιάζον ὅπλα. <box>662 644 849 718</box>
divider <box>27 428 293 429</box>
paragraph: Ὁ Ἰωάννης Βαλαωρίτης υἱὸς τοῦ ἐθνικοῦ ποιητοῦ Ἀριστοτέλους Βαλαωρίτου ἐγεννήθη τῷ 1855 ἐν τῇ Λευκάδι. Ἐσπούδασε τὴν νομικὴν ἐπιστήμην εἰς τὸ Ἐθνικὸν Πανεπιστήμιον καὶ κατόπιν ἐπεδόθη εἰς τὴν οἰκονομικὴν ἐπιστήμην. <box>27 1209 293 1270</box>
ad-title: ΚΛΙΝΙΚΗ <box>328 1943 430 1967</box>
paragraph: Ἐγκρίθη δὲ φήμην ἐν Εὐρώπῃ διαπρεποῦς οἰκονομολόγου. Ὁ διάσημος Ἰταλὸς οἰκονομολόγος καὶ πρώην Πρωθυπουργὸς τῆς Ἰταλίας κ. Λουτζάτη πρὸ ὀλίγων ἐτῶν ἀπεκάλεσεν αὐτὸν ἐξαιρετικὸν. <box>308 468 450 578</box>
column-1 <box>27 120 293 1969</box>
paragraph: Τὴν 9 καὶ 45' π.μ. εἰσπλέει εἰς τὸν λιμένα ἡ αὐτοκρατορικὴ θαλαμηγὸς «Χοεντζόλερν» ἀκολουθουμένη ὑπὸ τῶν θωρηκτῶν «Γκαῖμπεν» καὶ «Μπρεσλάου» καὶ ἑνὸς ἀντιτορπιλλικοῦ. <box>462 508 652 582</box>
paragraph: Ὁ Αὐτοκράτωρ ἅμα τῇ ἀφίξει τοῦ Βασιλέως ἐπὶ τῆς «Ἀδάμας» κατέρχεται ἐκ τῆς κλίμακος τῆς θαλαμηγοῦ καὶ ὑποδέχεται τὴν αὐτοκρατορικὴν οἰκογένειαν. <box>462 1235 652 1297</box>
ad-text: ΟΔΟΣ ΣΟΦΟΚΛΕΟΥΣ 5. <box>319 2339 438 2351</box>
column-rule <box>300 120 301 1969</box>
paragraph: αἰφνιδίως θανόντα χθὲς κηδεύομεν σήμερον Δευτέραν καὶ ὥραν 3 1|2 μ. μ. ἐκ τῆς ἐν τῇ Ἐθνικῇ Τραπέζῃ κατοικίας του εἰς τὸν Ναὸν τῆς Μητροπόλεως. <box>308 1116 450 1202</box>
divider <box>308 1345 450 1348</box>
advertisement-clinic <box>308 1939 450 2229</box>
paragraph: Ἐκ τῶν συνεχῶν ἐντολῶν ἀργότερον ἀνῆλθον ὁ ἀρχιεπίσκοπος τῶν ὑποθέσεων Σεβαστιανὸς τῆς Βασιλείας καὶ ὁ Δήμαρχος ὑπέρμαχος τῶν Ἀθηναίων. <box>662 1113 849 1187</box>
section-heading: Η ΑΦΙΞΙΣ ΕΙΣ ΤΟ ΑΧΙΛΛΕΙΟΝ <box>862 1343 1043 1356</box>
paragraph: Παρὰ τὴν πρωϊνὴν διαταγὴν τοῦ Αὐτοκράτορος ὅπως γίνῃ εἰς τὸν Κάιζερ μετὰ τῆς βασιλικῆς οἰκογενείας τοῦ καὶ ἡ Πριγκήπισσα ἐσχάτως ἐπανῆλθεν, Ὁ Αὐτοκράτωρ εὐθυμότατος καὶ σπανίως ἐδοξολόγησε. <box>662 973 849 1060</box>
paragraph: Πολυπληθεῖς Γερμανοὶ περιηγηταὶ ἐλθόντες σήμερον μετέβησαν σύσσωμοι πρὸς τὸ Ἀχίλλειον κρατοῦντες ἀνθοδέσμας, ὅπως χαιρετίσουν τὸν Αὐτοκράτορά των. <box>1056 714 1238 787</box>
ad-text: Ἡ Συνέχεια τῆς ἐργασίας ὑπὸ τὴν ἐν τῷ ἰδίῳ καταστήματι <box>590 1688 917 1701</box>
paragraph: Ἐσφάλισεν διὰ δυστυχήματος ὑπὸ τῆς βολίδος ἐκπυρσοκροτήσαντος ὅπλου ὁ στρατιώτης Ν. Σταθόπουλος ἐνῷ ἐπεσκεύαζε τὸ ὅπλον του. <box>1249 802 1434 863</box>
paragraph: Κατὰ τὴν διαδρομὴν πρὸς τὸ Ἀχίλλειον ὁ Κάιζερ ἐνεθουσιάσθη ἐκ τοῦ ἀντικρυζομένου θεάματος τῆς ὡραιοτάτης φύσεως. <box>860 967 1045 1016</box>
paragraph: Τῆς Α. Μ. τοῦ Βασιλέως διεβιβάσθησαν ἐκ Κερκύρας. <box>27 860 293 886</box>
section-heading: ΤΥΧΑΙΟΝ ΔΥΣΤΥΧΗΜΑ <box>1289 762 1394 798</box>
headline-subtitle: Η ΑΦΙΞΙΣ ΤΟΥ ΚΑΙΖΕΡ ΕΙΣ ΚΕΡΚΥΡΑΝ <box>470 212 1426 265</box>
paragraph: Ἅμα τῇ ἀγκυροβολίᾳ τοῦ «Χοεντζόλλερν» τὸ Γερμανικὸν θωρηκτὸν χαιρετίζουν τὴν σημαίαν τοῦ Ἑλληνικοῦ σημαίας. <box>462 1000 652 1049</box>
paragraph: Τὴν 3 1|2 μ. μ. ὁ Βασιλεὺς μετὰ τῶν Πριγκήπων ἐπεσκέφθη τὸ «Χοεντζόλλερν» ὅπου ἐγένετο δεξίωσις καὶ ἐπίσκεψις εἰς τὸ Ἀχίλλειον. <box>662 1289 849 1351</box>
section-heading: ΤΟ ΔΙΚΑΙΟΝ ΤΩΝ ΕΦΕΔΡΩΝ <box>72 658 248 672</box>
section-heading: Η ΑΦΙΞΙΣ ΤΗΣ ΑΥΤΟΚΡΑΤΕΙΡΑΣ <box>898 1235 1006 1262</box>
section-heading: ΕΠΙΣΗΜΟΣ ΔΕΞΙΩΣΙΣ <box>690 942 822 956</box>
paragraph: τελείως ἀνακαινισθεῖσα καὶ ἀποστειρωθεῖσα ἐκ καθαριότητος ἀνοιγεῖ σήμερον Δευτέραν καὶ ὥραν 6ην μ. μ. διὰ Χαλκίδα καὶ Βόλον. <box>308 1375 450 1449</box>
ad-text: Ὁδὸς Σωκράτους 67α Πλατεία Ὁμονοίας <box>326 2023 431 2046</box>
byline: ΥΠΕΥΘΥΝΟΣ ΣΥΝΤΑΚΤΗΣ Ε. Δ. ΚΑΤΣΑΙΤΖΗΣ <box>27 124 293 158</box>
paragraph: Τὸ γεγονὸς ὅτι 140 ἐξ αὐτῶν ἔλαβον τὸν βαθμὸν κρίνονται ἱκανοὶ πρὸς μονιμοποίησιν, δὲν εἶνε ἀρκετόν. Δὲν ὑπάρχουν ἐπίσης αὐτοὶ οἱ ἱκανοὶ πρὸς μονιμοποίησιν. <box>27 802 293 851</box>
paragraph: Ἡ Α. Μ. ὁ Βασιλεὺς Κωνσταντῖνος ὑπὸ τὴν στολὴν τοῦ Γερμανοῦ στρατάρχου καὶ ὁ Αὐτοκράτωρ ἀσπάζονται θερμῶς. <box>462 1184 652 1233</box>
ad-title: ΛΑΪΚΗ ΤΡΑΠΕΖΑ <box>601 1518 906 1555</box>
paragraph: Ἐν Πειραιεῖ τῇ 16 Μαρτίου 1914. <box>308 1681 450 1706</box>
divider <box>308 1481 450 1484</box>
section-heading: ΤΙΜΗ ΕΙΣ ΤΟΝ ΔΑΙΡΠΦΕΛΔ <box>867 1020 1037 1034</box>
